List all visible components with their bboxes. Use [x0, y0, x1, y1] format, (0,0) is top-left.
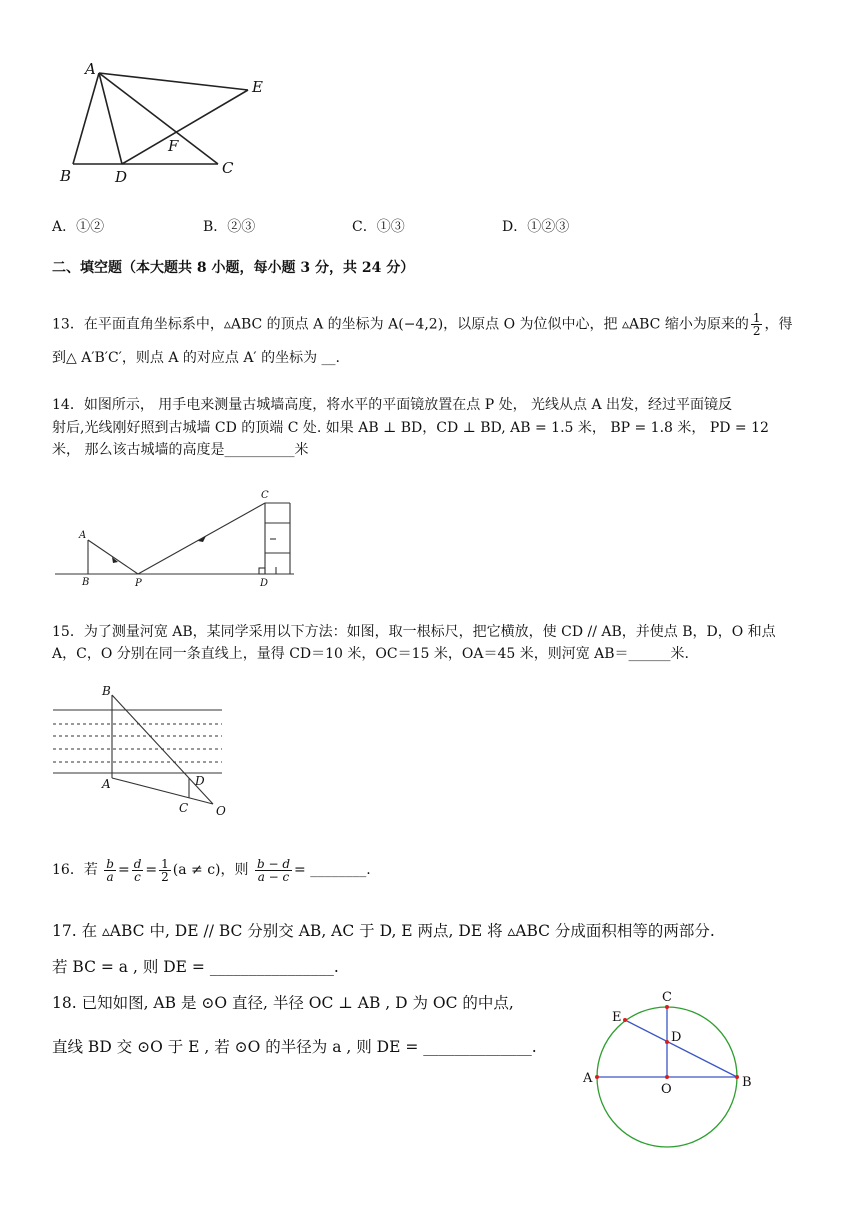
q16-frac1-den: a — [106, 869, 114, 884]
q16-frac4-den: a − c — [257, 869, 290, 884]
q16-frac2-num: d — [133, 856, 142, 871]
q15-line1: 15．为了测量河宽 AB，某同学采用以下方法：如图，取一根标尺，把它横放，使 CD // AB，并使点 B，D，O 和点 — [52, 624, 776, 640]
q16-frac3-den: 2 — [161, 869, 169, 884]
q13-den: 2 — [752, 324, 761, 338]
q18-line1: 18. 已知如图, AB 是 ⊙O 直径, 半径 OC ⊥ AB , D 为 OC 的中点, — [52, 994, 514, 1012]
q14-line1: 14．如图所示， 用手电来测量古城墙高度，将水平的平面镜放置在点 P 处， 光线从点 A 出发，经过平面镜反 — [52, 397, 733, 413]
label-c: C — [261, 490, 269, 501]
label-a: A — [85, 60, 96, 78]
q16-frac3-num: 1 — [161, 856, 169, 871]
label-e: E — [252, 78, 263, 96]
q13-fraction — [751, 312, 763, 337]
q16-frac1 — [104, 858, 116, 883]
option-d: D．①②③ — [502, 219, 570, 235]
q13-num: 1 — [752, 311, 761, 325]
label-f: F — [168, 137, 179, 155]
q16-frac3 — [159, 858, 171, 883]
label-d: D — [195, 774, 205, 788]
q17-line1: 17. 在 ▵ABC 中, DE // BC 分别交 AB, AC 于 D, E 两点, DE 将 ▵ABC 分成面积相等的两部分. — [52, 922, 715, 940]
q16-tail: = ________. — [294, 862, 371, 878]
q16-eq1: = — [117, 862, 130, 878]
q13-text-a: 13．在平面直角坐标系中，▵ABC 的顶点 A 的坐标为 A(−4,2)，以原点 O 为位似中心，把 ▵ABC 缩小为原来的 — [52, 316, 749, 333]
q18-line2: 直线 BD 交 ⊙O 于 E , 若 ⊙O 的半径为 a , 则 DE = ______________. — [52, 1038, 537, 1056]
q13-line1 — [52, 312, 792, 337]
q17-line2: 若 BC = a , 则 DE = ________________. — [52, 958, 339, 976]
figure-river — [50, 682, 240, 822]
q13-text-b: ，得 — [764, 316, 793, 333]
q16-frac2-den: c — [134, 869, 141, 884]
q13-line2: 到△ A′B′C′，则点 A 的对应点 A′ 的坐标为 __. — [52, 350, 340, 366]
label-a: A — [583, 1071, 593, 1086]
label-o: O — [216, 804, 226, 818]
label-a: A — [102, 777, 111, 791]
q16-frac4 — [255, 858, 292, 883]
label-e: E — [612, 1010, 622, 1025]
label-b: B — [742, 1075, 752, 1090]
label-d: D — [671, 1030, 682, 1045]
label-b: B — [60, 167, 72, 185]
q16-line — [52, 852, 371, 888]
q16-frac4-num: b − d — [256, 856, 291, 871]
option-c: C．①③ — [352, 219, 405, 235]
figure-triangle-abcdef — [55, 55, 285, 185]
label-b: B — [102, 684, 111, 698]
label-d: D — [260, 578, 269, 589]
q16-cond: (a ≠ c)，则 — [172, 862, 249, 878]
q14-line3: 米， 那么该古城墙的高度是__________米 — [52, 442, 309, 458]
q15-line2: A，C，O 分别在同一条直线上，量得 CD＝10 米，OC＝15 米，OA＝45 米，则河宽 AB＝______米. — [52, 646, 690, 662]
q16-frac1-num: b — [106, 856, 114, 871]
section-title: 二、填空题（本大题共 8 小题，每小题 3 分，共 24 分） — [52, 260, 415, 276]
q16-frac2 — [132, 858, 144, 883]
label-b: B — [82, 577, 90, 588]
option-a: A．①② — [52, 219, 105, 235]
label-d: D — [115, 168, 128, 185]
q16-pre: 16．若 — [52, 862, 98, 878]
label-c: C — [179, 801, 189, 815]
q14-line2: 射后,光线刚好照到古城墙 CD 的顶端 C 处. 如果 AB ⊥ BD，CD ⊥ BD, AB = 1.5 米， BP = 1.8 米， PD = 12 — [52, 420, 769, 436]
label-c: C — [662, 990, 672, 1005]
q16-eq2: = — [145, 862, 158, 878]
option-b: B．②③ — [203, 219, 256, 235]
label-p: P — [135, 578, 142, 589]
label-o: O — [661, 1082, 672, 1097]
label-c: C — [222, 159, 234, 177]
figure-city-wall — [50, 485, 300, 590]
figure-circle — [578, 985, 758, 1150]
label-a: A — [79, 530, 87, 541]
